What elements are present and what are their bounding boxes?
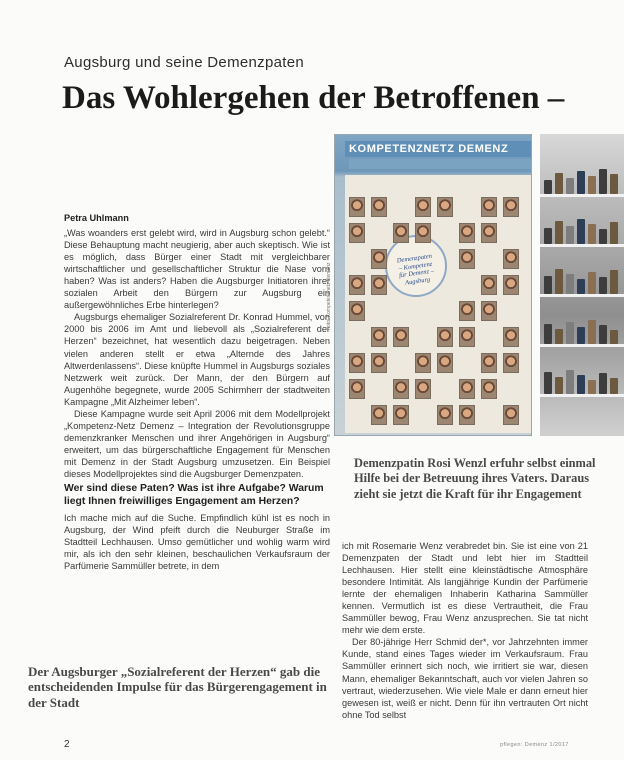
product-bottle — [577, 327, 585, 344]
portrait-photo — [459, 379, 475, 399]
product-bottle — [566, 226, 574, 244]
portrait-photo — [349, 379, 365, 399]
product-bottle — [588, 272, 596, 294]
photo-credit: Foto: Kompetenznetz Demenz — [326, 262, 332, 330]
portrait-photo — [459, 301, 475, 321]
portrait-photo — [437, 353, 453, 373]
portrait-photo — [415, 353, 431, 373]
product-bottle — [610, 174, 618, 194]
portrait-photo — [371, 249, 387, 269]
product-bottle — [577, 375, 585, 394]
product-bottle — [544, 228, 552, 244]
product-bottle — [544, 276, 552, 294]
article-column-right — [342, 540, 588, 721]
product-bottle — [544, 180, 552, 194]
portrait-photo — [371, 197, 387, 217]
page-number: 2 — [64, 739, 70, 750]
product-bottle — [599, 325, 607, 344]
portrait-photo — [481, 301, 497, 321]
portrait-photo — [437, 405, 453, 425]
product-bottle — [599, 169, 607, 194]
article-headline: Das Wohlergehen der Betroffenen – — [62, 80, 565, 116]
product-bottle — [610, 222, 618, 244]
portrait-photo — [349, 197, 365, 217]
photo-logo-text: Demenzpaten – Kompetenz für Demenz – Augsburg — [396, 252, 435, 287]
product-bottle — [544, 372, 552, 394]
paragraph: „Was woanders erst gelebt wird, wird in Augsburg schon gelebt.“ Diese Behauptung macht neugierig, aber auch skeptisch. Wie ist es möglich, dass Bürger einer Stadt mit vergleichbarer wirtschaftlicher und gesellschaftlicher Struktur die Nase vorn haben? Was ist anders? Haben die Augsburger Initiatoren ihrer sozialen Arbeit den Bürgern zur Augsburg ein außergewöhnliches Erbe hinterlegen? — [64, 228, 330, 311]
product-bottle — [555, 221, 563, 244]
portrait-photo — [437, 197, 453, 217]
shelf — [540, 344, 624, 347]
portrait-photo — [349, 223, 365, 243]
product-bottle — [577, 219, 585, 244]
shelf — [540, 194, 624, 197]
portrait-photo — [371, 353, 387, 373]
paragraph: Diese Kampagne wurde seit April 2006 mit dem Modellprojekt „Kompetenz-Netz Demenz – Integration der Revolutionsgruppe demenzkranker Menschen und ihrer Angehörigen in Augsburg“ erweitert, um das bürgerschaftliche Engagement für Menschen mit Demenz in der Stadt Augsburg umzusetzen. Ein Beispiel dieses Modellprojektes sind die Augsburger Demenzpaten. — [64, 408, 330, 479]
portrait-photo — [393, 379, 409, 399]
photo-shop-shelves — [540, 134, 624, 436]
product-bottle — [588, 380, 596, 394]
portrait-photo — [415, 379, 431, 399]
product-bottle — [588, 320, 596, 344]
pull-quote-caption: Der Augsburger „Sozialreferent der Herzen“ gab die entscheidenden Impulse für das Bürgerengagement in der Stadt — [28, 664, 327, 710]
portrait-photo — [371, 405, 387, 425]
portrait-photo — [481, 379, 497, 399]
product-bottle — [566, 370, 574, 394]
photo-banner-sub — [349, 159, 531, 169]
photo-kompetenznetz-board — [334, 134, 532, 436]
product-bottle — [599, 277, 607, 294]
portrait-photo — [371, 327, 387, 347]
portrait-photo — [503, 275, 519, 295]
product-bottle — [566, 178, 574, 194]
paragraph: Der 80-jährige Herr Schmid der*, vor Jahrzehnten immer Kunde, stand eines Tages wieder im Verkaufsraum. Frau Sammüller erinnert sich noch, wie irritiert sie war, diesen Mann, ehemaliger Bekanntschaft, auch vor vielen Jahren so vertraut, wiederzusehen. Wie viele Male er dann erneut hier gewesen ist, weiß er nicht. Denn für ihn vertrauten Ort nicht ohne Tod selbst — [342, 637, 588, 720]
portrait-photo — [459, 249, 475, 269]
portrait-photo — [415, 223, 431, 243]
product-bottle — [577, 279, 585, 294]
portrait-photo — [393, 405, 409, 425]
product-bottle — [610, 270, 618, 294]
portrait-photo — [459, 327, 475, 347]
shelf — [540, 244, 624, 247]
product-bottle — [555, 269, 563, 294]
product-bottle — [588, 224, 596, 244]
portrait-photo — [437, 327, 453, 347]
author-name: Petra Uhlmann — [64, 213, 129, 223]
product-bottle — [566, 274, 574, 294]
product-bottle — [588, 176, 596, 194]
portrait-photo — [349, 301, 365, 321]
portrait-photo — [459, 405, 475, 425]
portrait-photo — [415, 197, 431, 217]
photo-banner: KOMPETENZNETZ DEMENZ — [345, 141, 531, 157]
shelf — [540, 394, 624, 397]
portrait-photo — [349, 275, 365, 295]
paragraph: ich mit Rosemarie Wenz verabredet bin. Sie ist eine von 21 Demenzpaten der Stadt und lebt hier im Stadtteil Lechhausen. Hier stellt eine kleinstädtische Atmosphäre besondere Intimität. Als langjährige Kundin der Parfümerie lernte der ehemaligen Inhaberin Katharina Sammüller kennen. Vermutlich ist es diese Vertrautheit, die Frau Sammüller bewog, Frau Wenz anzusprechen. Sie tat nicht mehr wie dem erste. — [342, 541, 588, 636]
product-bottle — [610, 378, 618, 394]
portrait-photo — [503, 353, 519, 373]
paragraph: Augsburgs ehemaliger Sozialreferent Dr. Konrad Hummel, von 2000 bis 2006 im Amt und liebevoll als „Sozialreferent der Herzen“ bezeichnet, hat wesentlich dazu beigetragen. Neben vielen anderen stellt er etwa „Alternde des Jahres Altwerdenlassens“. Diese knüpfte Hummel in Augsburgs soziales Netzwerk weit zurück. Der Mann, der den Bürgern auf Augenhöhe begegnete, wurde 2005 Schirmherr der stadtweiten Kampagne „Mit Alzheimer leben“. — [64, 312, 330, 407]
paragraph: Ich mache mich auf die Suche. Empfindlich kühl ist es noch in Augsburg, der Wind pfeift durch die Neuburger Straße im Stadtteil Lechhausen. Umso gemütlicher und wohlig warm wird mir, als ich den sehr kleinen, beschaulichen Verkaufsraum der Parfümerie Sammüller betrete, in dem — [64, 513, 330, 572]
product-bottle — [566, 322, 574, 344]
product-bottle — [599, 229, 607, 244]
article-column-left — [64, 212, 330, 572]
article-kicker: Augsburg und seine Demenzpaten — [64, 54, 304, 71]
publication-footer: pflegen: Demenz 1/2017 — [500, 742, 569, 748]
subheading-question: Wer sind diese Paten? Was ist ihre Aufgabe? Warum liegt Ihnen freiwilliges Engagement am Herzen? — [64, 483, 324, 507]
portrait-photo — [371, 275, 387, 295]
shelf — [540, 294, 624, 297]
product-bottle — [555, 173, 563, 194]
portrait-photo — [481, 223, 497, 243]
portrait-photo — [349, 353, 365, 373]
product-bottle — [544, 324, 552, 344]
portrait-photo — [481, 353, 497, 373]
product-bottle — [577, 171, 585, 194]
portrait-photo — [503, 197, 519, 217]
portrait-photo — [393, 223, 409, 243]
portrait-photo — [503, 405, 519, 425]
product-bottle — [599, 373, 607, 394]
portrait-photo — [503, 327, 519, 347]
product-bottle — [555, 329, 563, 344]
portrait-photo — [503, 249, 519, 269]
photo-caption: Demenzpatin Rosi Wenzl erfuhr selbst einmal Hilfe bei der Betreuung ihres Vaters. Daraus zieht sie jetzt die Kraft für ihr Engagement — [354, 456, 596, 501]
product-bottle — [610, 330, 618, 344]
product-bottle — [555, 377, 563, 394]
portrait-photo — [459, 223, 475, 243]
portrait-photo — [481, 275, 497, 295]
portrait-photo — [393, 327, 409, 347]
portrait-photo — [481, 197, 497, 217]
